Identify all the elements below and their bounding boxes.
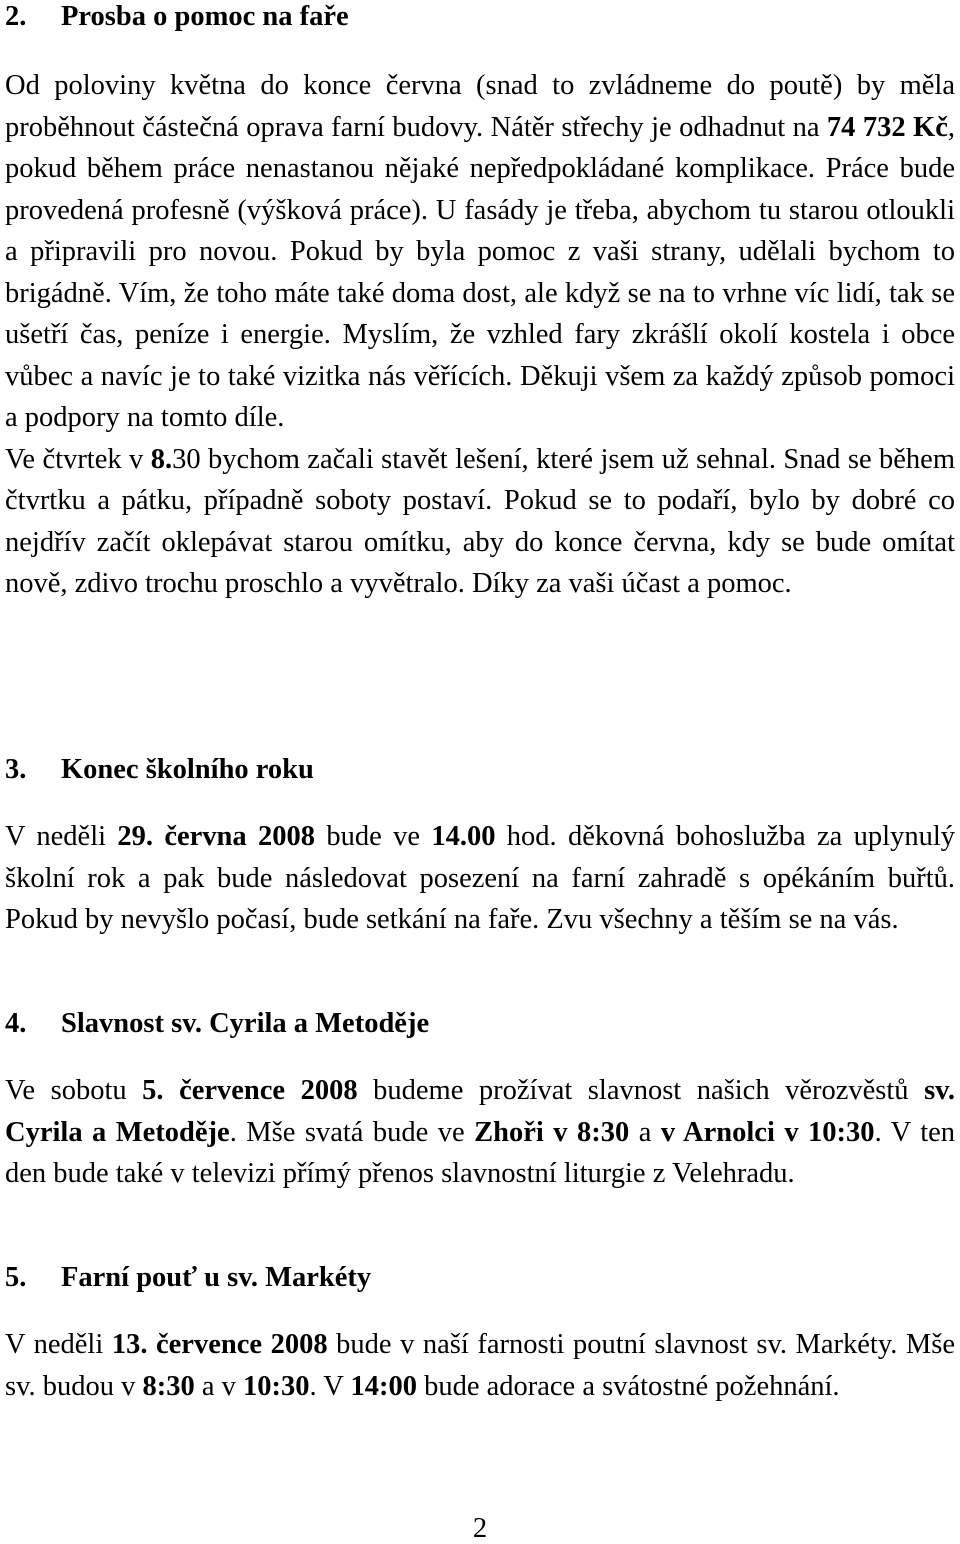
section-title: Slavnost sv. Cyrila a Metoděje (61, 1008, 430, 1039)
text-run: hod. děkovná bohoslužba za uplynulý školní rok a pak bude následovat posezení na farní zahradě s opékáním buřtů. Pokud by nevyšlo počasí, bude setkání na faře. Zvu všechny a těším se na vás. (5, 821, 955, 935)
text-run: a (629, 1116, 661, 1148)
section-number: 4. (5, 1008, 27, 1039)
section-title: Prosba o pomoc na faře (61, 1, 349, 32)
text-run: Od poloviny května do konce června (snad to zvládneme do poutě) by měla proběhnout částečná oprava farní budovy. Nátěr střechy je odhadnut na (5, 70, 955, 143)
bold-text-run: 8. (150, 443, 173, 475)
paragraph (5, 816, 955, 941)
bold-text-run: 13. července 2008 (111, 1329, 328, 1360)
paragraph (5, 1324, 955, 1407)
bold-text-run: 14:00 (350, 1370, 417, 1402)
section-body (5, 1070, 955, 1195)
text-run: . V (309, 1370, 351, 1402)
text-run: . Mše svatá bude ve (229, 1116, 475, 1148)
section-heading (5, 1006, 429, 1042)
bold-text-run: sv. Cyrila a Metoděje (5, 1075, 955, 1148)
paragraph (5, 65, 955, 439)
text-run: , pokud během práce nenastanou nějaké nepředpokládané komplikace. Práce bude provedená profesně (výšková práce). U fasády je třeba, abychom tu starou otloukli a připravili pro novou. Pokud by byla pomoc z vaši strany, udělali bychom to brigádně. Vím, že toho máte také doma dost, ale když se na to vrhne víc lidí, tak se ušetří čas, peníze i energie. Myslím, že vzhled fary zkrášlí okolí kostela i obce vůbec a navíc je to také vizitka nás věřících. Děkuji všem za každý způsob pomoci a podpory na tomto díle. (5, 111, 955, 433)
section-body (5, 1324, 955, 1407)
text-run: 30 bychom začali stavět lešení, které jsem už sehnal. Snad se během čtvrtku a pátku, případně soboty postaví. Pokud se to podaří, bylo by dobré co nejdřív začít oklepávat starou omítku, aby do konce června, kdy se bude omítat nově, zdivo trochu proschlo a vyvětralo. Díky za vaši účast a pomoc. (5, 443, 955, 599)
bold-text-run: 5. července 2008 (142, 1075, 358, 1106)
text-run: bude v naší farnosti poutní slavnost sv. Markéty. Mše sv. budou v (5, 1329, 956, 1402)
bold-text-run: 29. června 2008 (117, 821, 315, 852)
text-run: Ve sobotu (5, 1075, 143, 1106)
text-run: V neděli (5, 821, 118, 852)
bold-text-run: Zhoři v 8:30 (474, 1116, 630, 1148)
section-number: 3. (5, 754, 27, 785)
text-run: V neděli (5, 1329, 112, 1360)
bold-text-run: 74 732 Kč (826, 111, 948, 143)
bold-text-run: 10:30 (243, 1370, 310, 1402)
section-title: Konec školního roku (61, 754, 314, 785)
text-run: bude ve (315, 821, 432, 852)
section-heading (5, 0, 349, 35)
section-number: 5. (5, 1262, 27, 1293)
text-run: Ve čtvrtek v (5, 443, 151, 475)
bold-text-run: 14.00 (431, 821, 496, 852)
text-run: budeme prožívat slavnost našich věrozvěstů (357, 1075, 925, 1106)
text-run: bude adorace a svátostné požehnání. (416, 1370, 840, 1402)
section-body (5, 65, 955, 605)
section-heading (5, 1260, 371, 1296)
paragraph (5, 1070, 955, 1195)
section-title: Farní pouť u sv. Markéty (61, 1262, 372, 1293)
section-body (5, 816, 955, 941)
paragraph (5, 439, 955, 605)
page-number: 2 (472, 1513, 488, 1544)
bold-text-run: v Arnolci v 10:30 (660, 1116, 875, 1148)
section-number: 2. (5, 1, 27, 32)
section-heading (5, 752, 314, 788)
text-run: a v (194, 1370, 244, 1402)
text-run: . V ten den bude také v televizi přímý přenos slavnostní liturgie z Velehradu. (5, 1116, 956, 1189)
bold-text-run: 8:30 (142, 1370, 195, 1402)
